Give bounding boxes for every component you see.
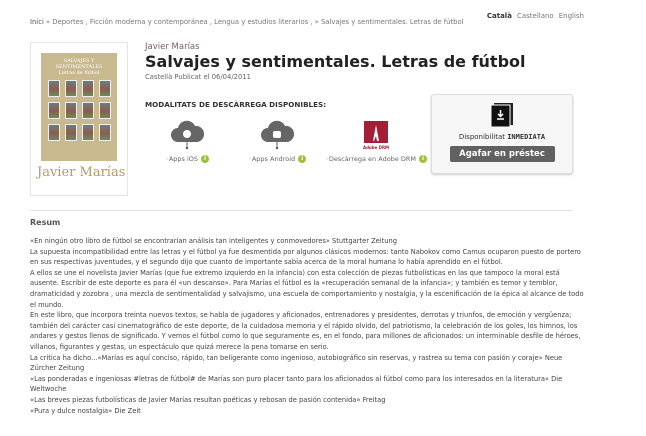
summary-text (30, 236, 590, 416)
download-ios[interactable]: ◦Apps iOS i (165, 116, 209, 163)
summary-paragraph: «Las ponderadas e ingeniosas #letras de fútbol# de Marías son puro placer tanto para los aficionados al fútbol como para los interesados en la literatura» Die Weltwoche (30, 374, 563, 394)
summary-paragraph: «En ningún otro libro de fútbol se encontrarían análisis tan inteligentes y conmovedores» Stuttgarter Zeitung (30, 237, 397, 245)
summary-paragraph: En este libro, que incorpora treinta nuevos textos, se habla de jugadores y aficionados, entrenadores y presidentes, derrotas y triunfos, de emoción y vergüenza; también del carácter casi cinematográfico de este deporte, de la cuidadosa memoria y el rápido olvido, del patriotismo, la celebración de los goles, los himnos, los andares y gestos llenos de significado. Y vemos el fútbol como lo que seguramente es, en el fondo, para millones de aficionados: un interminable desfile de héroes, villanos, figurantes y gestas, un espectáculo que quizá merece la pena tomarse en serio. (30, 311, 581, 351)
android-label: Apps Android (251, 155, 296, 163)
divider (30, 210, 572, 211)
breadcrumb-home[interactable]: Inici (30, 18, 44, 26)
ios-label: Apps iOS (168, 155, 199, 163)
lang-english[interactable]: English (558, 12, 584, 20)
adobe-label: Descàrrega en Adobe DRM (328, 155, 416, 163)
download-adobe-drm[interactable]: Adobe DRM ◦Descàrrega en Adobe DRM i (325, 116, 427, 163)
borrow-button[interactable]: Agafar en préstec (450, 146, 555, 162)
cover-subtitle: Letras de fútbol (58, 70, 100, 76)
summary-paragraph: La crítica ha dicho...«Marías es aquí conciso, rápido, tan beligerante como ingenioso, autobiográfico sin reservas, y rastrea su tema con pasión y coraje» Neue Zürcher Zeitung (30, 353, 563, 373)
cloud-android-icon (248, 116, 306, 150)
adobe-logo-text: Adobe DRM (362, 145, 390, 150)
info-icon[interactable]: i (419, 155, 427, 163)
breadcrumb-path[interactable]: » Deportes , Ficción moderna y contemporánea , Lengua y estudios literarios , » Salvajes y sentimentales. Letras de fútbol (43, 18, 464, 26)
cloud-apple-icon (165, 116, 209, 150)
summary-paragraph: A ellos se une el novelista Javier Marías (que fue extremo izquierdo en la infancia) con esta colección de piezas futbolísticas en las que tampoco la moral está ausente. Escribir de este deporte es para él «un descanso». Para Marías el fútbol es la «recuperación semanal de la infancia»; y también es temor y temblor, dramaticidad y zozobra , una mezcla de sentimentalidad y salvajismo, una escuela de comportamiento y nostalgia, y la escenificación de la épica al alcance de todo el mundo. (30, 268, 584, 309)
availability-label: Disponibilitat (458, 133, 508, 141)
book-author[interactable]: Javier Marías (145, 42, 200, 52)
cover-title: SALVAJES Y SENTIMENTALES (55, 58, 103, 70)
summary-paragraph: La supuesta incompatibilidad entre las letras y el fútbol ya fue desmentida por algunos clásicos modernos: tanto Nabokov como Camus ocuparon puesto de portero en sus respectivas juventudes, y el segundo dijo que cuanto de importante sabía acerca de la moral humana lo había aprendido en el fútbol. (30, 247, 581, 267)
download-modes-heading: MODALITATS DE DESCÀRREGA DISPONIBLES: (145, 100, 327, 109)
download-android[interactable]: ◦Apps Android i (248, 116, 306, 163)
page-title: Salvajes y sentimentales. Letras de fútbol (145, 52, 526, 71)
availability-box (431, 94, 573, 174)
language-switcher (482, 12, 584, 20)
info-icon[interactable]: i (201, 155, 209, 163)
book-cover (30, 42, 128, 196)
summary-paragraph: «Pura y dulce nostalgia» Die Zeit (30, 406, 141, 415)
summary-paragraph: «Las breves piezas futbolísticas de Javier Marías resultan poéticas y rebosan de pasión contenida» Freitag (30, 395, 386, 404)
publish-info: Castellà Publicat el 06/04/2011 (145, 73, 251, 81)
cover-author: Javier Marías (37, 165, 126, 180)
availability-value: INMEDIATA (507, 133, 546, 141)
lang-catala[interactable]: Català (486, 12, 512, 20)
breadcrumb (30, 18, 464, 26)
adobe-drm-icon (325, 116, 427, 150)
info-icon[interactable]: i (298, 155, 306, 163)
lang-castellano[interactable]: Castellano (516, 12, 554, 20)
summary-heading: Resum (30, 218, 61, 227)
book-download-icon (491, 103, 513, 127)
